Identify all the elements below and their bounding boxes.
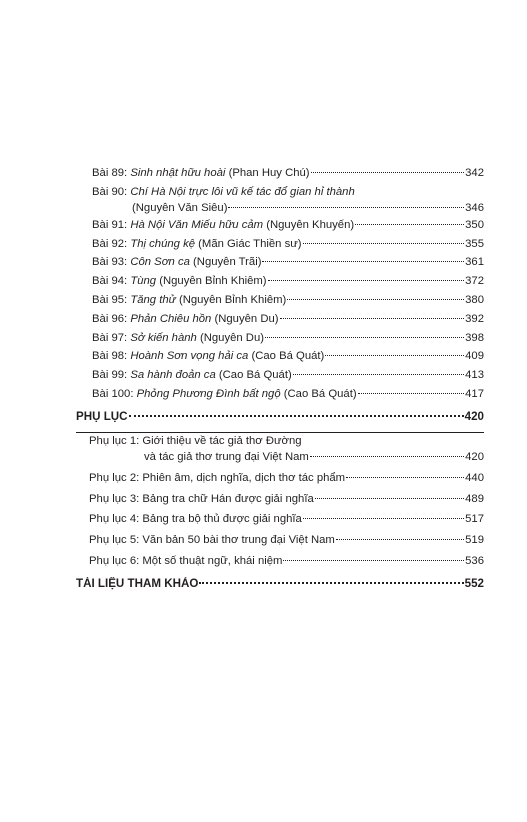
page-number: 398 [465, 331, 484, 344]
toc-entry[interactable] [76, 186, 484, 202]
page-number: 489 [465, 492, 484, 505]
page-number: 417 [465, 387, 484, 400]
toc-entry[interactable] [76, 369, 484, 388]
page-number: 409 [465, 350, 484, 363]
entry-author: (Nguyễn Văn Siêu) [132, 201, 228, 214]
entry-title: Bài 95: Tăng thử (Nguyễn Bỉnh Khiêm) [92, 293, 287, 306]
entry-title: Bài 99: Sa hành đoản ca (Cao Bá Quát) [92, 369, 292, 382]
dot-leader [293, 373, 464, 375]
dot-leader [325, 354, 464, 356]
page-number: 355 [465, 237, 484, 250]
page-number: 440 [465, 471, 484, 484]
page-number: 392 [465, 312, 484, 325]
entry-title: Phụ lục 1: Giới thiệu về tác giả thơ Đường [89, 434, 302, 447]
toc-entry-continuation[interactable] [76, 451, 484, 467]
toc-entry[interactable] [76, 275, 484, 294]
entry-title: Bài 96: Phản Chiêu hồn (Nguyễn Du) [92, 312, 279, 325]
dot-leader [315, 497, 464, 499]
toc-entry[interactable] [76, 513, 484, 532]
page-number: 413 [465, 369, 484, 382]
page-number: 536 [465, 554, 484, 567]
page-number: 372 [465, 275, 484, 288]
dot-leader [303, 242, 465, 244]
dot-leader [129, 414, 464, 417]
toc-entry[interactable] [76, 294, 484, 313]
divider [76, 432, 484, 433]
page-number: 420 [465, 450, 484, 463]
entry-title: Phụ lục 5: Văn bản 50 bài thơ trung đại Việt Nam [89, 534, 335, 547]
entry-title: Bài 92: Thị chúng kệ (Mãn Giác Thiền sư) [92, 237, 302, 250]
dot-leader [355, 223, 464, 225]
entry-title: Bài 89: Sinh nhật hữu hoài (Phan Huy Chú) [92, 167, 310, 179]
toc-entry[interactable] [76, 238, 484, 257]
page-number: 380 [465, 293, 484, 306]
dot-leader [358, 392, 465, 394]
toc-section-references[interactable] [76, 577, 484, 598]
entry-title: Bài 97: Sở kiến hành (Nguyễn Du) [92, 331, 264, 344]
toc-entry[interactable] [76, 167, 484, 186]
toc-entry[interactable] [76, 534, 484, 553]
entry-title: Phụ lục 2: Phiên âm, dịch nghĩa, dịch thơ tác phẩm [89, 471, 346, 484]
toc-entry[interactable] [76, 332, 484, 351]
dot-leader [310, 455, 464, 457]
toc-entry[interactable] [76, 472, 484, 491]
section-title: PHỤ LỤC [76, 409, 128, 423]
toc-entry[interactable] [76, 388, 484, 407]
dot-leader [280, 317, 465, 319]
page-number: 420 [464, 409, 484, 423]
entry-title-line2: và tác giả thơ trung đại Việt Nam [144, 450, 309, 463]
entry-title: Phụ lục 6: Một số thuật ngữ, khái niệm [89, 554, 283, 567]
page-number: 519 [465, 534, 484, 547]
page-number: 361 [465, 256, 484, 269]
section-title: TÀI LIỆU THAM KHẢO [76, 576, 199, 590]
page-number: 342 [465, 167, 484, 179]
entry-title: Bài 93: Côn Sơn ca (Nguyễn Trãi) [92, 256, 262, 269]
toc-section-appendix[interactable] [76, 410, 484, 431]
dot-leader [262, 260, 464, 262]
dot-leader [265, 336, 464, 338]
dot-leader [199, 581, 463, 584]
dot-leader [311, 171, 465, 173]
entry-title: Phụ lục 4: Bảng tra bộ thủ được giải nghĩa [89, 513, 302, 526]
page-number: 346 [465, 201, 484, 214]
toc-entry-continuation[interactable] [76, 202, 484, 219]
dot-leader [336, 538, 464, 540]
table-of-contents [76, 167, 484, 598]
dot-leader [268, 279, 465, 281]
entry-title: Bài 94: Tùng (Nguyễn Bỉnh Khiêm) [92, 275, 267, 288]
dot-leader [283, 559, 464, 561]
page-number: 517 [465, 513, 484, 526]
entry-title: Bài 90: Chí Hà Nội trực lôi vũ kế tác đổ gian hỉ thành [92, 185, 355, 198]
dot-leader [346, 476, 464, 478]
dot-leader [287, 298, 464, 300]
entry-title: Bài 100: Phỏng Phương Đình bất ngộ (Cao Bá Quát) [92, 387, 357, 400]
page-number: 350 [465, 218, 484, 231]
page-number: 552 [464, 576, 484, 590]
dot-leader [228, 206, 464, 208]
entry-title: Bài 98: Hoành Sơn vọng hải ca (Cao Bá Quát) [92, 350, 325, 363]
toc-entry[interactable] [76, 555, 484, 574]
toc-entry[interactable] [76, 493, 484, 512]
toc-entry[interactable] [76, 219, 484, 238]
toc-entry[interactable] [76, 313, 484, 332]
toc-entry[interactable] [76, 256, 484, 275]
entry-title: Phụ lục 3: Bảng tra chữ Hán được giải nghĩa [89, 492, 314, 505]
entry-title: Bài 91: Hà Nội Văn Miếu hữu cảm (Nguyễn Khuyến) [92, 218, 355, 231]
toc-entry[interactable] [76, 350, 484, 369]
dot-leader [303, 517, 464, 519]
toc-entry[interactable] [76, 435, 484, 451]
